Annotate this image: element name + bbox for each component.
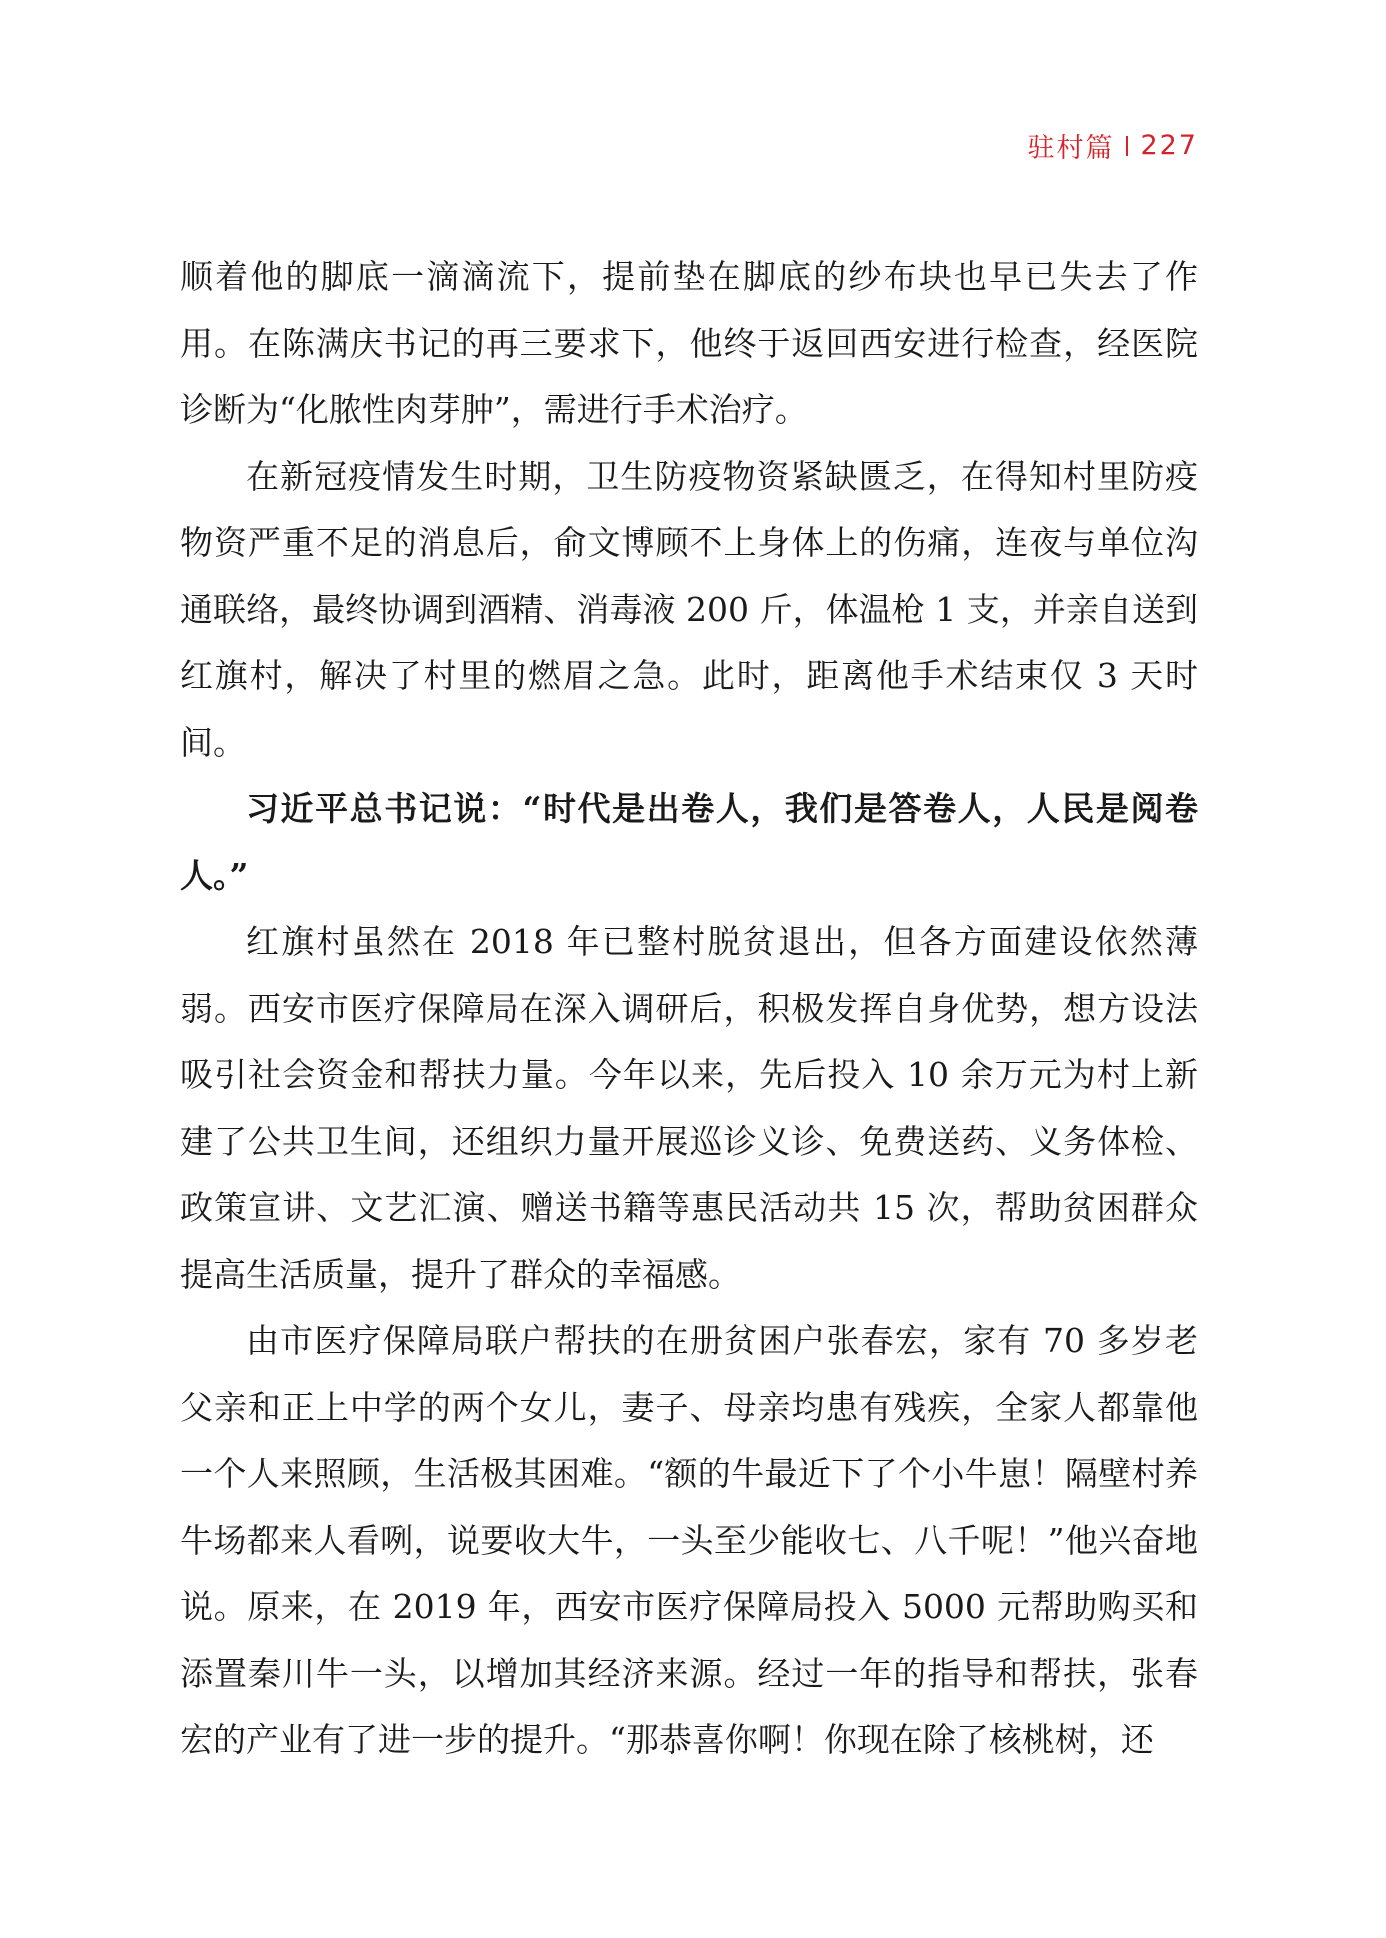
running-head [1027,126,1198,165]
paragraph-continued: 顺着他的脚底一滴滴流下，提前垫在脚底的纱布块也早已失去了作用。在陈满庆书记的再三要求下，他终于返回西安进行检查，经医院诊断为“化脓性肉芽肿”，需进行手术治疗。 [180,257,1198,429]
paragraph: 由市医疗保障局联户帮扶的在册贫困户张春宏，家有 70 多岁老父亲和正上中学的两个女儿，妻子、母亲均患有残疾，全家人都靠他一个人来照顾，生活极其困难。“额的牛最近下了个小牛崽！隔壁村养牛场都来人看咧，说要收大牛，一头至少能收七、八千呢！”他兴奋地说。原来，在 2019 年，西安市医疗保障局投入 5000 元帮助购买和添置秦川牛一头，以增加其经济来源。经过一年的指导和帮扶，张春宏的产业有了进一步的提升。“那恭喜你啊！你现在除了核桃树，还 [180,1321,1198,1759]
header-separator [1126,136,1128,156]
paragraph: 红旗村虽然在 2018 年已整村脱贫退出，但各方面建设依然薄弱。西安市医疗保障局在深入调研后，积极发挥自身优势，想方设法吸引社会资金和帮扶力量。今年以来，先后投入 10 余万元为村上新建了公共卫生间，还组织力量开展巡诊义诊、免费送药、义务体检、政策宣讲、文艺汇演、赠送书籍等惠民活动共 15 次，帮助贫困群众提高生活质量，提升了群众的幸福感。 [180,922,1198,1294]
paragraph: 在新冠疫情发生时期，卫生防疫物资紧缺匮乏，在得知村里防疫物资严重不足的消息后，俞文博顾不上身体上的伤痛，连夜与单位沟通联络，最终协调到酒精、消毒液 200 斤，体温枪 1 支，并亲自送到红旗村，解决了村里的燃眉之急。此时，距离他手术结束仅 3 天时间。 [180,456,1198,762]
page-number: 227 [1140,130,1198,161]
section-title: 驻村篇 [1027,133,1115,164]
quote-paragraph: 习近平总书记说：“时代是出卷人，我们是答卷人，人民是阅卷人。” [180,789,1198,895]
body-text [180,244,1198,1774]
